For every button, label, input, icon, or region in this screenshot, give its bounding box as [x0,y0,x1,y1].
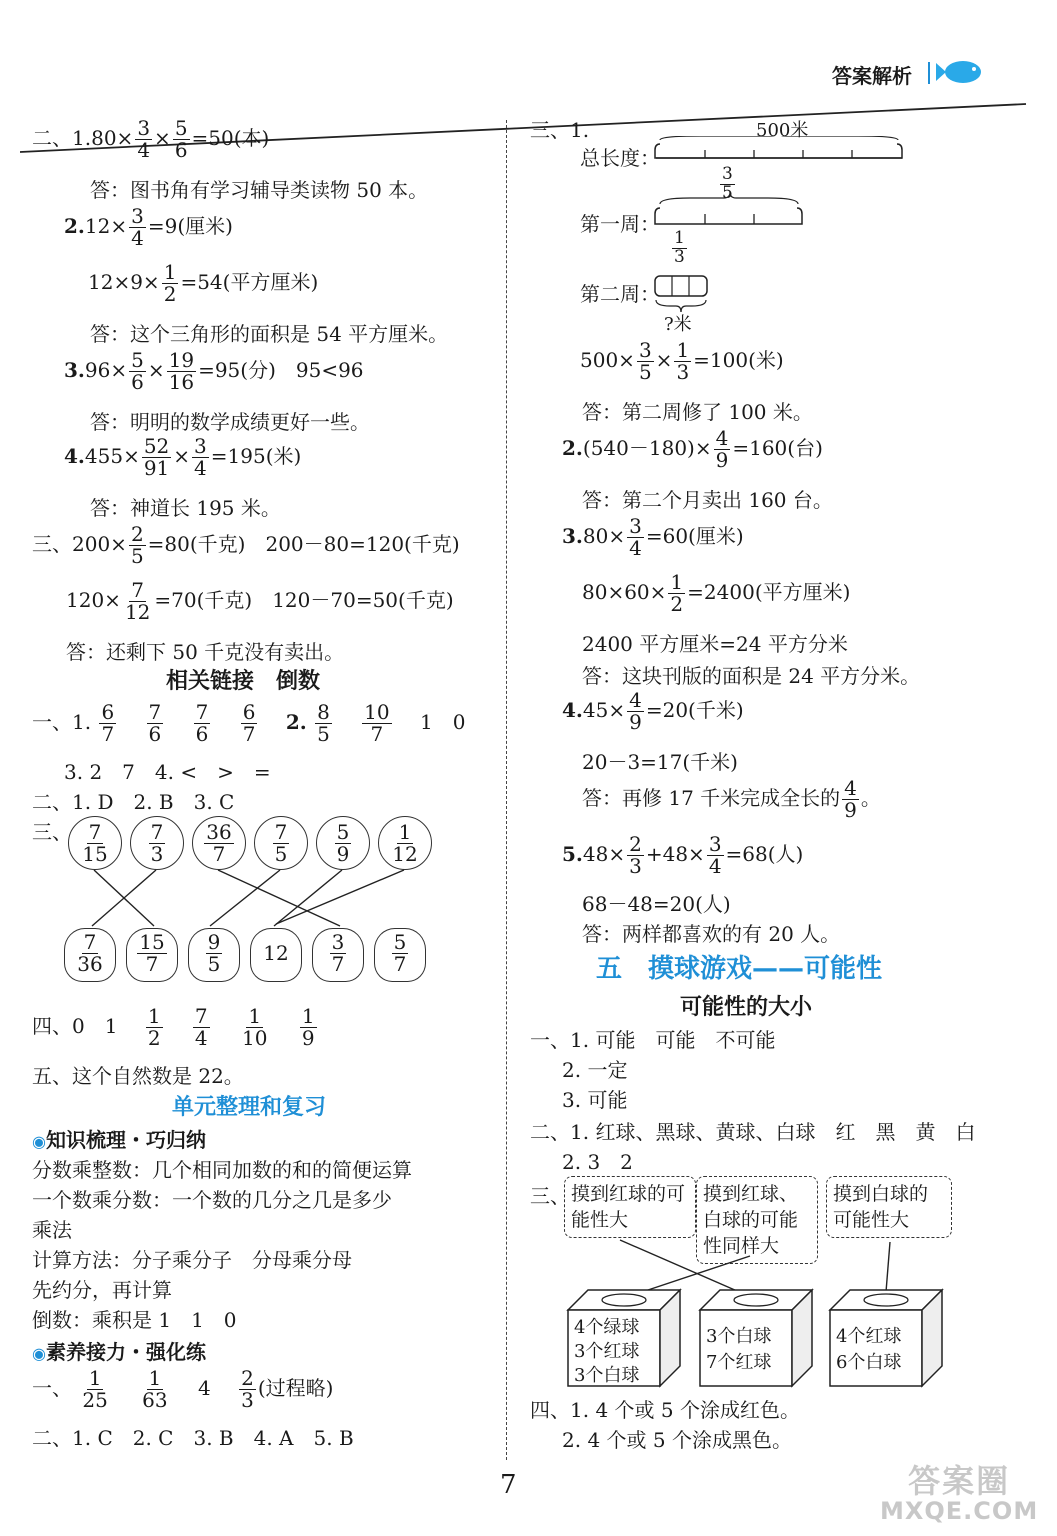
ball-box-label: 3个白球 7个红球 [706,1326,772,1373]
matching-circle: $\frac{7}{3}$ [130,816,184,870]
right-s3-label: 三、1. [530,118,590,142]
diagram-total-label: 总长度： [580,146,660,170]
knowledge-line: 先约分，再计算 [32,1278,172,1302]
link-s1-row2: 3. 2 7 4. < > = [64,760,271,784]
practice-row1: 一、 $\frac{1}{25}$ $\frac{1}{63}$ 4 $\frac{2}{3}$ (过程略) [32,1366,334,1412]
left-s2-q3: 3.96× $\frac{5}{6}$ × $\frac{19}{16}$ =95(分) 95<96 [64,348,364,394]
possibility-s2-q1: 二、1. 红球、黑球、黄球、白球 红 黑 黄 白 [530,1120,976,1144]
left-s2-q4-answer: 答：神道长 195 米。 [90,496,281,520]
left-s2-q3-answer: 答：明明的数学成绩更好一些。 [90,410,370,434]
right-q4-answer: 答：再修 17 千米完成全长的 $\frac{4}{9}$ 。 [582,776,881,822]
matching-circle: $\frac{36}{7}$ [192,816,246,870]
right-q1-answer: 答：第二周修了 100 米。 [582,400,813,424]
link-s4-row: 四、0 1 $\frac{1}{2}$ $\frac{7}{4}$ $\frac{1}{10}$ $\frac{1}{9}$ [32,1004,315,1050]
header-divider [928,62,930,84]
knowledge-line: 倒数：乘积是 1 1 0 [32,1308,237,1332]
column-divider [506,120,507,1460]
possibility-box: 摸到白球的可能性大 [826,1176,952,1238]
cartoon-character: $\frac{9}{5}$ [186,924,242,982]
cartoon-character: $\frac{5}{7}$ [372,924,428,982]
chapter-title: 五 摸球游戏——可能性 [596,954,883,984]
left-s2-q2-answer: 答：这个三角形的面积是 54 平方厘米。 [90,322,449,346]
matching-circle: $\frac{7}{5}$ [254,816,308,870]
diagram-total-value: 500米 [756,120,809,141]
segment-diagram [650,136,910,316]
left-s2-q4: 4.455× $\frac{52}{91}$ × $\frac{3}{4}$ =195(米) [64,434,302,480]
link-section-title: 相关链接 倒数 [166,669,321,694]
right-q3-line3: 2400 平方厘米=24 平方分米 [582,632,848,656]
possibility-box: 摸到红球、白球的可能性同样大 [696,1176,818,1264]
possibility-s3-label: 三、 [530,1184,570,1208]
ball-box-label: 4个绿球 3个红球 3个白球 [574,1317,640,1386]
knowledge-line: 分数乘整数：几个相同加数的和的简便运算 [32,1158,412,1182]
diagram-unknown: ?米 [664,314,692,335]
link-s5-row: 五、这个自然数是 22。 [32,1064,244,1088]
right-q5-calc: 5.48× $\frac{2}{3}$ +48× $\frac{3}{4}$ =68(人) [562,832,804,878]
matching-circle: $\frac{5}{9}$ [316,816,370,870]
page-number: 7 [500,1470,517,1500]
left-s2-q1-answer: 答：图书角有学习辅导类读物 50 本。 [90,178,429,202]
possibility-box: 摸到红球的可能性大 [564,1176,696,1238]
matching-circle: $\frac{7}{15}$ [68,816,122,870]
ball-box-label: 4个红球 6个白球 [836,1326,902,1373]
bullet-icon: ◉ [32,1344,46,1363]
knowledge-line: 一个数乘分数：一个数的几分之几是多少 [32,1188,392,1212]
possibility-s1-q1: 一、1. 可能 可能 不可能 [530,1028,776,1052]
right-q5-line2: 68－48=20(人) [582,892,731,916]
right-q5-answer: 答：两样都喜欢的有 20 人。 [582,922,841,946]
diagram-w2-fraction: $\frac{1}{3}$ [674,228,685,267]
right-q1-calc: 500× $\frac{3}{5}$ × $\frac{1}{3}$ =100(米) [580,338,784,384]
header-title: 答案解析 [832,64,912,88]
right-q2-calc: 2.(540－180)× $\frac{4}{9}$ =160(台) [562,426,823,472]
watermark-logo: 答案圈 MXQE.COM [880,1462,1039,1525]
left-s2-q2: 2.12× $\frac{3}{4}$ =9(厘米) [64,204,233,250]
possibility-s4-q1: 四、1. 4 个或 5 个涂成红色。 [530,1398,800,1422]
left-s2-q2-line2: 12×9× $\frac{1}{2}$ =54(平方厘米) [88,260,319,306]
cartoon-character: $\frac{15}{7}$ [124,924,180,982]
fish-logo-icon [936,58,984,86]
possibility-s1-q2: 2. 一定 [562,1058,628,1082]
left-s3-line1: 三、200× $\frac{2}{5}$ =80(千克) 200－80=120(千克) [32,522,460,568]
right-q4-line2: 20－3=17(千米) [582,750,738,774]
matching-circle: $\frac{1}{12}$ [378,816,432,870]
possibility-s2-q2: 2. 3 2 [562,1150,633,1174]
diagram-w1-fraction: $\frac{3}{5}$ [722,164,733,203]
cartoon-character: 12 [248,924,304,982]
practice-title: ◉素养接力・强化练 [32,1340,206,1364]
section-subtitle: 可能性的大小 [680,995,813,1020]
matching-lines [60,866,450,930]
right-q3-line2: 80×60× $\frac{1}{2}$ =2400(平方厘米) [582,570,851,616]
knowledge-line: 计算方法：分子乘分子 分母乘分母 [32,1248,352,1272]
diagram-w1-label: 第一周： [580,212,660,236]
practice-row2: 二、1. C 2. C 3. B 4. A 5. B [32,1426,354,1450]
left-s3-line2: 120× $\frac{7}{12}$ =70(千克) 120－70=50(千克) [66,578,454,624]
link-s2-row: 二、1. D 2. B 3. C [32,790,235,814]
possibility-s4-q2: 2. 4 个或 5 个涂成黑色。 [562,1428,792,1452]
diagram-w2-label: 第二周： [580,282,660,306]
unit-review-title: 单元整理和复习 [172,1095,327,1120]
cartoon-character: $\frac{7}{36}$ [62,924,118,982]
knowledge-title: ◉知识梳理・巧归纳 [32,1128,206,1152]
cartoon-character: $\frac{3}{7}$ [310,924,366,982]
right-q2-answer: 答：第二个月卖出 160 台。 [582,488,833,512]
possibility-s1-q3: 3. 可能 [562,1088,628,1112]
right-q3-calc: 3.80× $\frac{3}{4}$ =60(厘米) [562,514,744,560]
left-s2-q1: 二、1.80× $\frac{3}{4}$ × $\frac{5}{6}$ =50(本) [32,116,270,162]
right-q4-calc: 4.45× $\frac{4}{9}$ =20(千米) [562,688,744,734]
bullet-icon: ◉ [32,1132,46,1151]
knowledge-line: 乘法 [32,1218,72,1242]
link-s3-label: 三、 [32,820,72,844]
left-s3-answer: 答：还剩下 50 千克没有卖出。 [66,640,345,664]
link-s1-row1: 一、1. $\frac{6}{7}$ $\frac{7}{6}$ $\frac{7}{6}$ $\frac{6}{7}$ 2. $\frac{8}{5}$ $\frac{10}{7}$ 1 0 [32,700,466,746]
right-q3-answer: 答：这块刊版的面积是 24 平方分米。 [582,664,921,688]
